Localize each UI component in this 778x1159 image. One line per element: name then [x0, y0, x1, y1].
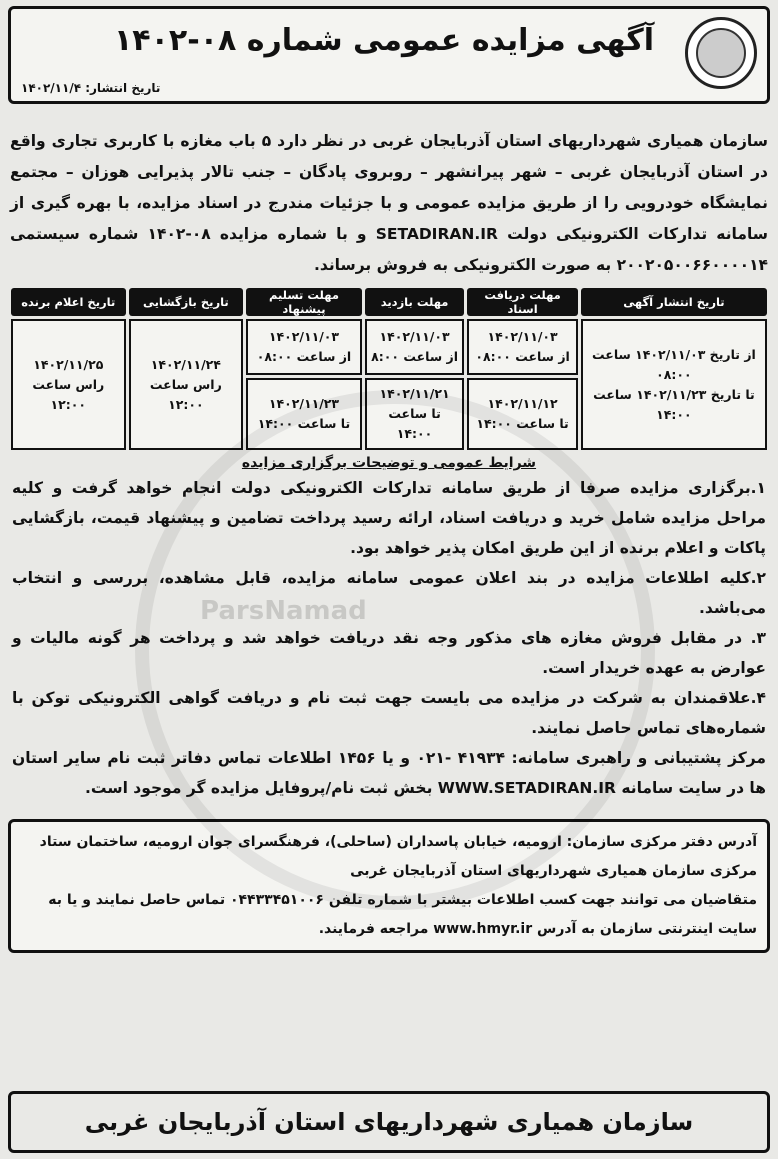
condition-item: ۲.کلیه اطلاعات مزایده در بند اعلان عمومی سامانه مزایده، قابل مشاهده، بررسی و انتخاب می‌باشد. — [12, 569, 766, 617]
schedule-table — [8, 285, 770, 453]
condition-item: ۳. در مقابل فروش مغازه های مذکور وجه نقد دریافت خواهد شد و پرداخت هر گونه مالیات و عوارض به عهده خریدار است. — [12, 629, 766, 677]
visit-from-date: ۱۴۰۲/۱۱/۰۳ — [379, 329, 450, 344]
publish-date: تاریخ انتشار: ۱۴۰۲/۱۱/۴ — [21, 81, 161, 95]
header-winner: تاریخ اعلام برنده — [11, 288, 126, 316]
intro-paragraph: سازمان همیاری شهرداریهای استان آذربایجان غربی در نظر دارد ۵ باب مغازه با کاربری تجاری واقع در استان آذربایجان غربی – شهر پیرانشهر – روبروی پادگان – جنب تالار پذیرایی هوزان – مجتمع نمایشگاه خودرویی را از طریق مزایده عمومی و با جزئیات مندرج در اسناد مزایده، با بهره گیری از سامانه تدارکات الکترونیکی دولت SETADIRAN.IR و با شماره مزایده ۰۸-۱۴۰۲ شماره سیستمی ۲۰۰۲۰۵۰۰۶۶۰۰۰۰۱۴ به صورت الکترونیکی به فروش برساند. — [10, 132, 769, 274]
documents-from-date: ۱۴۰۲/۱۱/۰۳ — [487, 329, 558, 344]
opening-cell — [129, 319, 244, 450]
header-publish: تاریخ انتشار آگهی — [581, 288, 767, 316]
visit-to-time: تا ساعت ۱۴:۰۰ — [388, 406, 441, 441]
winner-time: راس ساعت ۱۲:۰۰ — [32, 376, 105, 412]
address-box — [8, 819, 770, 953]
submit-from-time: از ساعت ۰۸:۰۰ — [256, 349, 352, 364]
opening-time: راس ساعت ۱۲:۰۰ — [149, 376, 222, 412]
visit-to-cell — [365, 378, 464, 450]
opening-date: ۱۴۰۲/۱۱/۲۴ — [150, 356, 221, 372]
condition-item: ۱.برگزاری مزایده صرفا از طریق سامانه تدارکات الکترونیکی دولت انجام خواهد گرفت و کلیه مراحل مزایده شامل خرید و دریافت اسناد، ارائه رسید پرداخت تضامین و پیشنهاد قیمت، بازگشایی پاکات و اعلام برنده از این طریق امکان پذیر خواهد بود. — [12, 479, 766, 557]
schedule-row-1 — [11, 319, 767, 375]
contact-line: متقاضیان می توانند جهت کسب اطلاعات بیشتر با شماره تلفن ۰۴۴۳۳۴۵۱۰۰۶ تماس حاصل نمایند و یا به سایت اینترنتی سازمان به آدرس www.hmyr.ir مراجعه فرمایند. — [48, 892, 757, 937]
organization-logo — [685, 17, 757, 89]
submit-from-cell — [246, 319, 362, 375]
documents-to-time: تا ساعت ۱۴:۰۰ — [476, 416, 569, 431]
publish-to: تا تاریخ ۱۴۰۲/۱۱/۲۳ ساعت ۱۴:۰۰ — [593, 386, 755, 422]
visit-to-date: ۱۴۰۲/۱۱/۲۱ — [379, 386, 450, 401]
winner-date: ۱۴۰۲/۱۱/۲۵ — [33, 356, 104, 372]
support-info: مرکز پشتیبانی و راهبری سامانه: ۴۱۹۳۴ -۰۲۱ و یا ۱۴۵۶ اطلاعات تماس دفاتر ثبت نام سایر استان ها در سایت سامانه WWW.SETADIRAN.IR بخش ثبت نام/پروفایل مزایده گر موجود است. — [12, 749, 766, 797]
header-documents: مهلت دریافت اسناد — [467, 288, 578, 316]
header-submit: مهلت تسلیم پیشنهاد — [246, 288, 362, 316]
publish-period-cell — [581, 319, 767, 450]
notice-header — [8, 6, 770, 104]
submit-from-date: ۱۴۰۲/۱۱/۰۳ — [268, 329, 340, 344]
conditions-list — [8, 473, 770, 803]
notice-title: آگهی مزایده عمومی شماره ۰۸-۱۴۰۲ — [113, 23, 654, 58]
submit-to-cell — [246, 378, 362, 450]
documents-to-date: ۱۴۰۲/۱۱/۱۲ — [487, 396, 558, 411]
documents-to-cell — [467, 378, 578, 450]
schedule-header-row — [11, 288, 767, 316]
publish-from: از تاریخ ۱۴۰۲/۱۱/۰۳ ساعت ۰۸:۰۰ — [592, 346, 756, 382]
visit-from-cell — [365, 319, 464, 375]
header-opening: تاریخ بازگشایی — [129, 288, 244, 316]
documents-from-cell — [467, 319, 578, 375]
submit-to-time: تا ساعت ۱۴:۰۰ — [257, 416, 351, 431]
logo-emblem-icon — [696, 28, 746, 78]
conditions-title: شرایط عمومی و توضیحات برگزاری مزایده — [241, 455, 537, 471]
organization-footer: سازمان همیاری شهرداریهای استان آذربایجان غربی — [8, 1091, 770, 1153]
address-line: آدرس دفتر مرکزی سازمان: ارومیه، خیابان پاسداران (ساحلی)، فرهنگسرای جوان ارومیه، ساختمان ستاد مرکزی سازمان همیاری شهرداریهای استان آذربایجان غربی — [39, 834, 757, 879]
visit-from-time: از ساعت ۸:۰۰ — [371, 349, 458, 364]
condition-item: ۴.علاقمندان به شرکت در مزایده می بایست جهت ثبت نام و دریافت گواهی الکترونیکی توکن با شماره‌های تماس حاصل نمایند. — [12, 689, 766, 737]
winner-cell — [11, 319, 126, 450]
submit-to-date: ۱۴۰۲/۱۱/۲۳ — [268, 396, 340, 411]
header-visit: مهلت بازدید — [365, 288, 464, 316]
documents-from-time: از ساعت ۰۸:۰۰ — [475, 349, 570, 364]
watermark-text: ParsNamad — [200, 596, 367, 626]
